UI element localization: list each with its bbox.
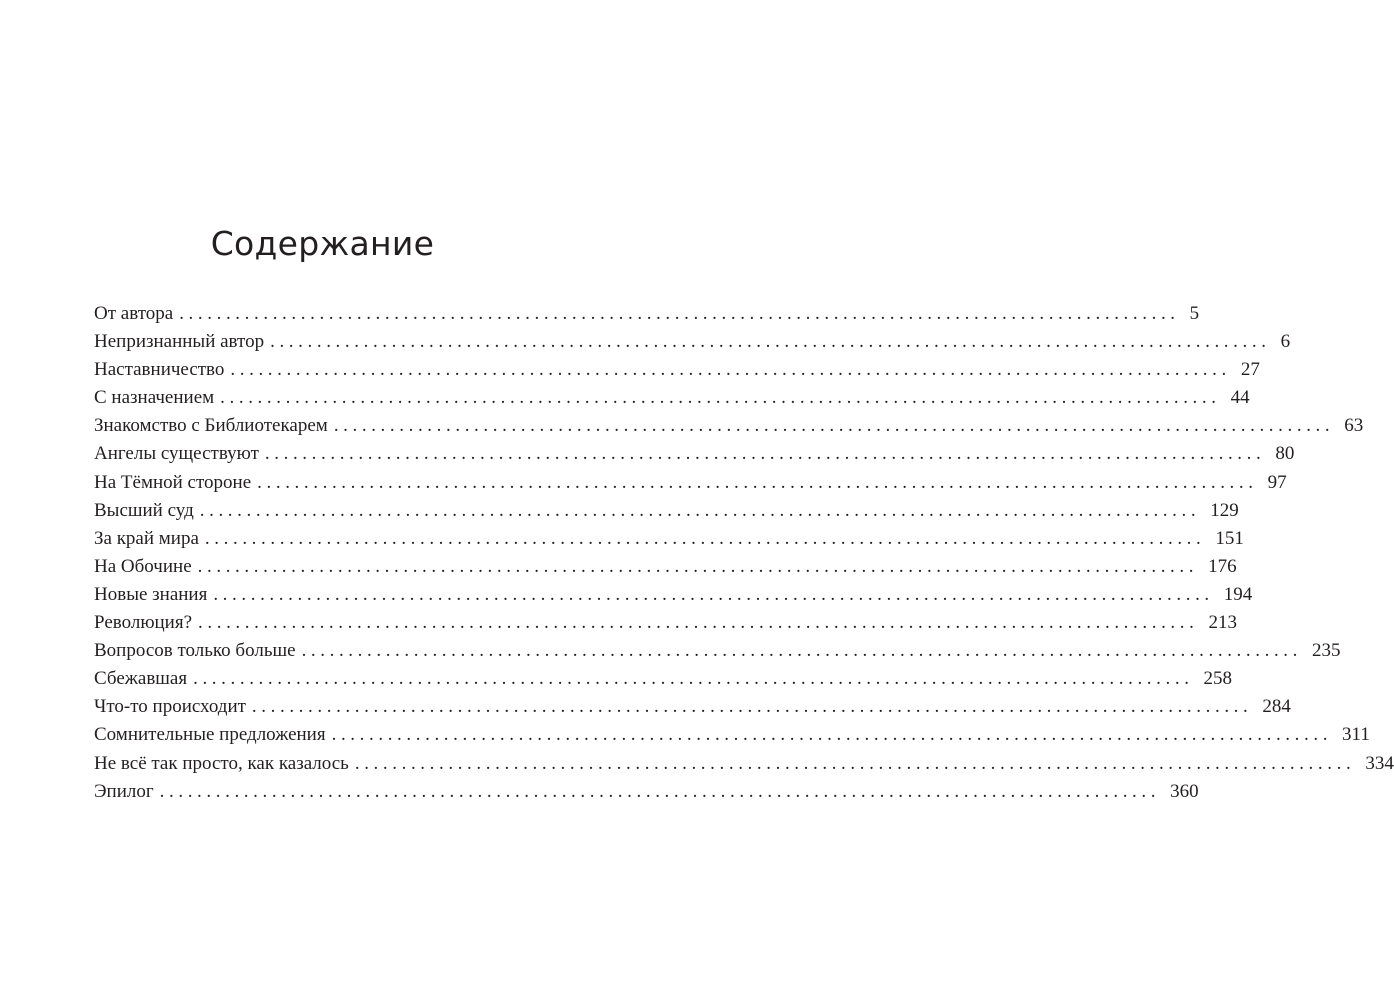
dot-leader: ........................................................................................................... <box>270 331 1271 353</box>
page-number: 213 <box>1208 612 1237 634</box>
entry-title: Эпилог <box>94 780 154 802</box>
toc-entry <box>94 724 1370 752</box>
page-number: 5 <box>1189 303 1200 324</box>
entry-title: Непризнанный автор <box>94 331 265 353</box>
dot-leader: ........................................................................................................... <box>197 555 1199 577</box>
entry-title: Революция? <box>94 612 193 634</box>
dot-leader: ........................................................................................................... <box>179 303 1180 324</box>
page-number: 97 <box>1267 471 1287 493</box>
dot-leader: ........................................................................................................... <box>333 415 1335 437</box>
entry-title: От автора <box>94 303 174 324</box>
page-number: 311 <box>1342 724 1370 746</box>
toc-entry <box>94 303 1200 331</box>
page-number: 194 <box>1223 583 1253 605</box>
toc-entry <box>94 640 1341 668</box>
dot-leader: ........................................................................................................... <box>301 640 1303 662</box>
toc-entry <box>94 387 1250 415</box>
dot-leader: ........................................................................................................... <box>193 668 1194 690</box>
toc-entry <box>94 583 1253 612</box>
page-title: Содержание <box>210 224 435 263</box>
toc-entry <box>94 527 1244 556</box>
dot-leader: ........................................................................................................... <box>213 583 1214 605</box>
dot-leader: ........................................................................................................... <box>204 527 1206 549</box>
page-number: 63 <box>1344 415 1364 437</box>
toc-entry <box>94 555 1237 584</box>
entry-title: Не всё так просто, как казалось <box>94 752 349 774</box>
entry-title: Сомнительные предложения <box>94 724 326 746</box>
page-number: 80 <box>1275 443 1295 465</box>
toc-entry <box>94 499 1239 528</box>
entry-title: За край мира <box>94 527 199 549</box>
entry-title: Высший суд <box>94 499 194 521</box>
page-number: 334 <box>1365 752 1394 774</box>
entry-title: Сбежавшая <box>94 668 188 690</box>
entry-title: Знакомство с Библиотекарем <box>94 415 328 437</box>
page-number: 235 <box>1312 640 1341 662</box>
entry-title: С назначением <box>94 387 215 409</box>
toc-entry <box>94 780 1199 809</box>
page-number: 176 <box>1208 555 1237 577</box>
dot-leader: ........................................................................................................... <box>331 724 1333 746</box>
entry-title: На Тёмной стороне <box>94 471 252 493</box>
page-number: 258 <box>1203 668 1233 690</box>
page-number: 6 <box>1280 331 1291 353</box>
dot-leader: ........................................................................................................... <box>230 359 1231 381</box>
dot-leader: ........................................................................................................... <box>354 752 1356 774</box>
toc-entry <box>94 471 1287 500</box>
entry-title: На Обочине <box>94 555 192 577</box>
toc-entry <box>94 415 1364 443</box>
page-number: 44 <box>1230 387 1250 409</box>
entry-title: Что-то происходит <box>94 696 246 718</box>
entry-title: Вопросов только больше <box>94 640 296 662</box>
dot-leader: ........................................................................................................... <box>264 443 1266 465</box>
entry-title: Ангелы существуют <box>94 443 259 465</box>
toc-entry <box>94 359 1260 387</box>
toc-entry <box>94 752 1394 781</box>
toc-entry <box>94 696 1291 724</box>
page-number: 151 <box>1215 527 1244 549</box>
page-number: 360 <box>1170 780 1199 802</box>
page-number: 27 <box>1240 359 1260 381</box>
table-of-contents <box>94 303 1394 809</box>
toc-entry <box>94 612 1237 640</box>
page-number: 284 <box>1262 696 1291 718</box>
entry-title: Наставничество <box>94 359 225 381</box>
dot-leader: ........................................................................................................... <box>251 696 1253 718</box>
toc-entry <box>94 443 1295 471</box>
dot-leader: ........................................................................................................... <box>220 387 1221 409</box>
page-number: 129 <box>1210 499 1239 521</box>
entry-title: Новые знания <box>94 583 208 605</box>
toc-entry <box>94 668 1233 696</box>
dot-leader: ........................................................................................................... <box>159 780 1161 802</box>
dot-leader: ........................................................................................................... <box>257 471 1258 493</box>
dot-leader: ........................................................................................................... <box>198 612 1199 634</box>
toc-entry <box>94 331 1291 359</box>
dot-leader: ........................................................................................................... <box>199 499 1201 521</box>
